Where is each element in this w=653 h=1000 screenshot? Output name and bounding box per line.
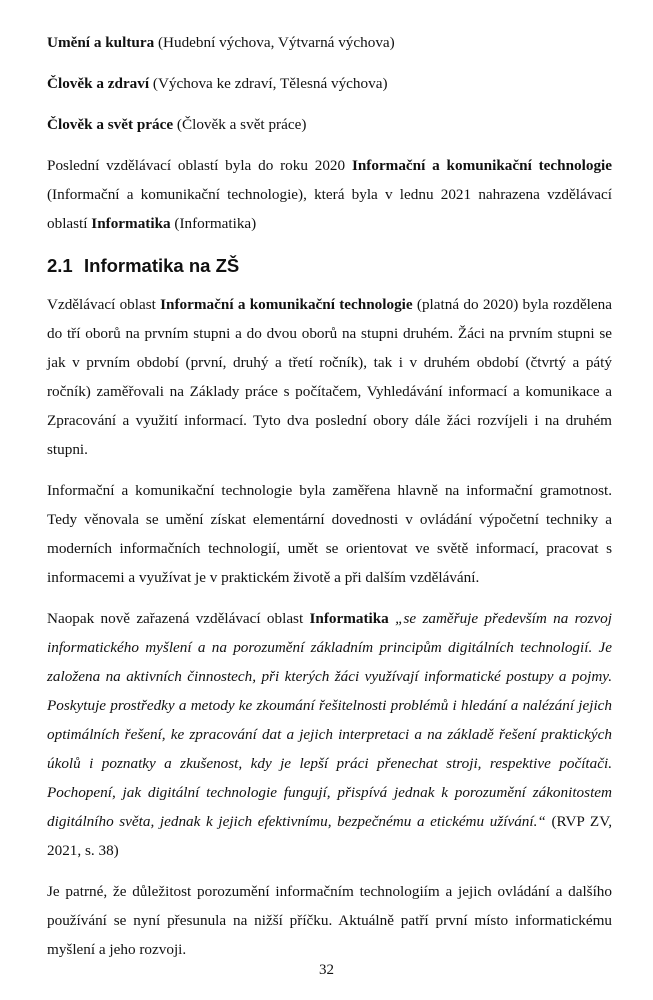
section-title: Informatika na ZŠ xyxy=(84,255,240,276)
document-page xyxy=(47,28,612,976)
area-line-work xyxy=(47,110,612,139)
section-number: 2.1 xyxy=(47,255,73,276)
area-subjects: (Hudební výchova, Výtvarná výchova) xyxy=(154,34,395,51)
paragraph-ict-focus: Informační a komunikační technologie byla zaměřena hlavně na informační gramotnost. Tedy věnovala se umění získat elementární dovednosti v ovládání výpočetní techniky a moderních informačních technologií, umět se orientovat ve světě informací, pracovat s informacemi a využívat je v praktickém životě a při dalším vzdělávání. xyxy=(47,482,612,586)
section-heading xyxy=(47,254,612,278)
area-line-art-culture xyxy=(47,28,612,57)
area-title: Člověk a svět práce xyxy=(47,116,174,133)
paragraph-conclusion: Je patrné, že důležitost porozumění informačním technologiím a jejich ovládání a dalšího používání se nyní přesunula na nižší příčku. Aktuálně patří první místo informatickému myšlení a jeho rozvoji. xyxy=(47,883,612,958)
area-line-health xyxy=(47,69,612,98)
paragraph-ict-replacement: Poslední vzdělávací oblastí byla do roku 2020 Informační a komunikační technologie (Informační a komunikační technologie), která byla v lednu 2021 nahrazena vzdělávací oblastí Informatika (Informatika) xyxy=(47,157,612,232)
paragraph-informatika-quote: Naopak nově zařazená vzdělávací oblast Informatika „se zaměřuje především na rozvoj informatického myšlení a na porozumění základním principům digitálních technologií. Je založena na aktivních činnostech, při kterých žáci využívají informatické postupy a pojmy. Poskytuje prostředky a metody ke zkoumání řešitelnosti problémů i hledání a nalézání jejich optimálních řešení, ke zpracování dat a jejich interpretaci a na základě řešení praktických úkolů i poznatky a zkušenost, kdy je lepší práci přenechat stroji, respektive počítači. Pochopení, jak digitální technologie fungují, přispívá jednak k porozumění zákonitostem digitálního světa, jednak k jejich efektivnímu, bezpečnému a etickému užívání.“ (RVP ZV, 2021, s. 38) xyxy=(47,610,612,859)
page-number: 32 xyxy=(319,962,334,978)
quotation: „se zaměřuje především na rozvoj informatického myšlení a na porozumění základním principům digitálních technologií. Je založena na aktivních činnostech, při kterých žáci využívají informatické postupy a pojmy. Poskytuje prostředky a metody ke zkoumání řešitelnosti problémů i hledání a nalézání jejich optimálních řešení, ke zpracování dat a jejich interpretaci a na základě řešení praktických úkolů i poznatky a zkušenost, kdy je lepší práci přenechat stroji, respektive počítači. Pochopení, jak digitální technologie fungují, přispívá jednak k porozumění zákonitostem digitálního světa, jednak k jejich efektivnímu, bezpečnému a etickému užívání.“ xyxy=(47,610,612,830)
area-subjects: (Výchova ke zdraví, Tělesná výchova) xyxy=(149,75,388,92)
paragraph-ict-area: Vzdělávací oblast Informační a komunikační technologie (platná do 2020) byla rozdělena do tří oborů na prvním stupni a do dvou oborů na stupni druhém. Žáci na prvním stupni se jak v prvním období (první, druhý a třetí ročník), tak i v druhém období (čtvrtý a pátý ročník) zaměřovali na Základy práce s počítačem, Vyhledávání informací a komunikace a Zpracování a využití informací. Tyto dva poslední obory dále žáci rozvíjeli i na druhém stupni. xyxy=(47,296,612,458)
area-subjects: (Člověk a svět práce) xyxy=(173,116,307,133)
area-title: Umění a kultura xyxy=(47,34,155,51)
citation: (RVP ZV, 2021, s. 38) xyxy=(47,813,612,859)
area-title: Člověk a zdraví xyxy=(47,75,150,92)
